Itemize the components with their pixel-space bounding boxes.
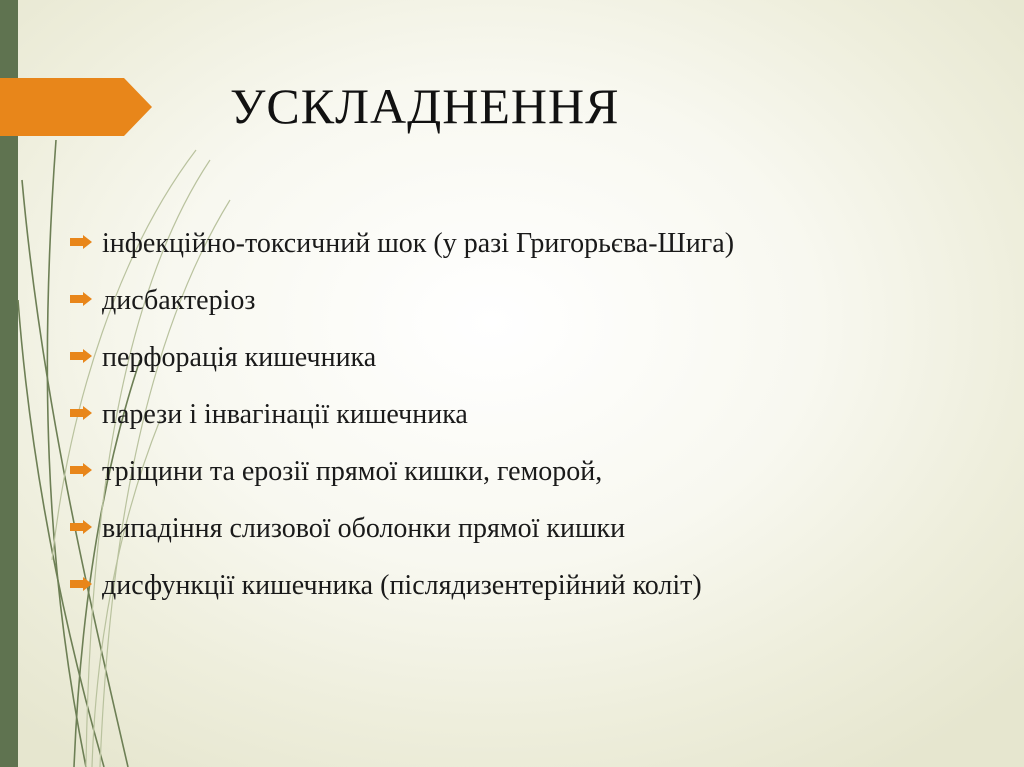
list-item-text: дисбактеріоз (102, 284, 256, 316)
arrow-right-icon (70, 577, 92, 591)
title-arrow-icon (0, 78, 152, 136)
arrow-right-icon (70, 235, 92, 249)
list-item (70, 443, 734, 500)
list-item-text: дисфункції кишечника (післядизентерійний коліт) (102, 569, 702, 601)
bullet-list (70, 215, 734, 614)
list-item (70, 557, 734, 614)
list-item (70, 272, 734, 329)
arrow-right-icon (70, 349, 92, 363)
list-item (70, 500, 734, 557)
list-item-text: інфекційно-токсичний шок (у разі Григорьєва-Шига) (102, 227, 735, 259)
page-title: УСКЛАДНЕННЯ (230, 78, 620, 134)
list-item-text: парези і інвагінації кишечника (102, 398, 468, 430)
list-item (70, 329, 734, 386)
list-item-text: перфорація кишечника (102, 341, 377, 373)
arrow-right-icon (70, 463, 92, 477)
arrow-right-icon (70, 292, 92, 306)
list-item (70, 386, 734, 443)
list-item (70, 215, 734, 272)
arrow-right-icon (70, 406, 92, 420)
list-item-text: випадіння слизової оболонки прямої кишки (102, 512, 626, 544)
list-item-text: тріщини та ерозії прямої кишки, геморой, (102, 455, 603, 487)
arrow-right-icon (70, 520, 92, 534)
